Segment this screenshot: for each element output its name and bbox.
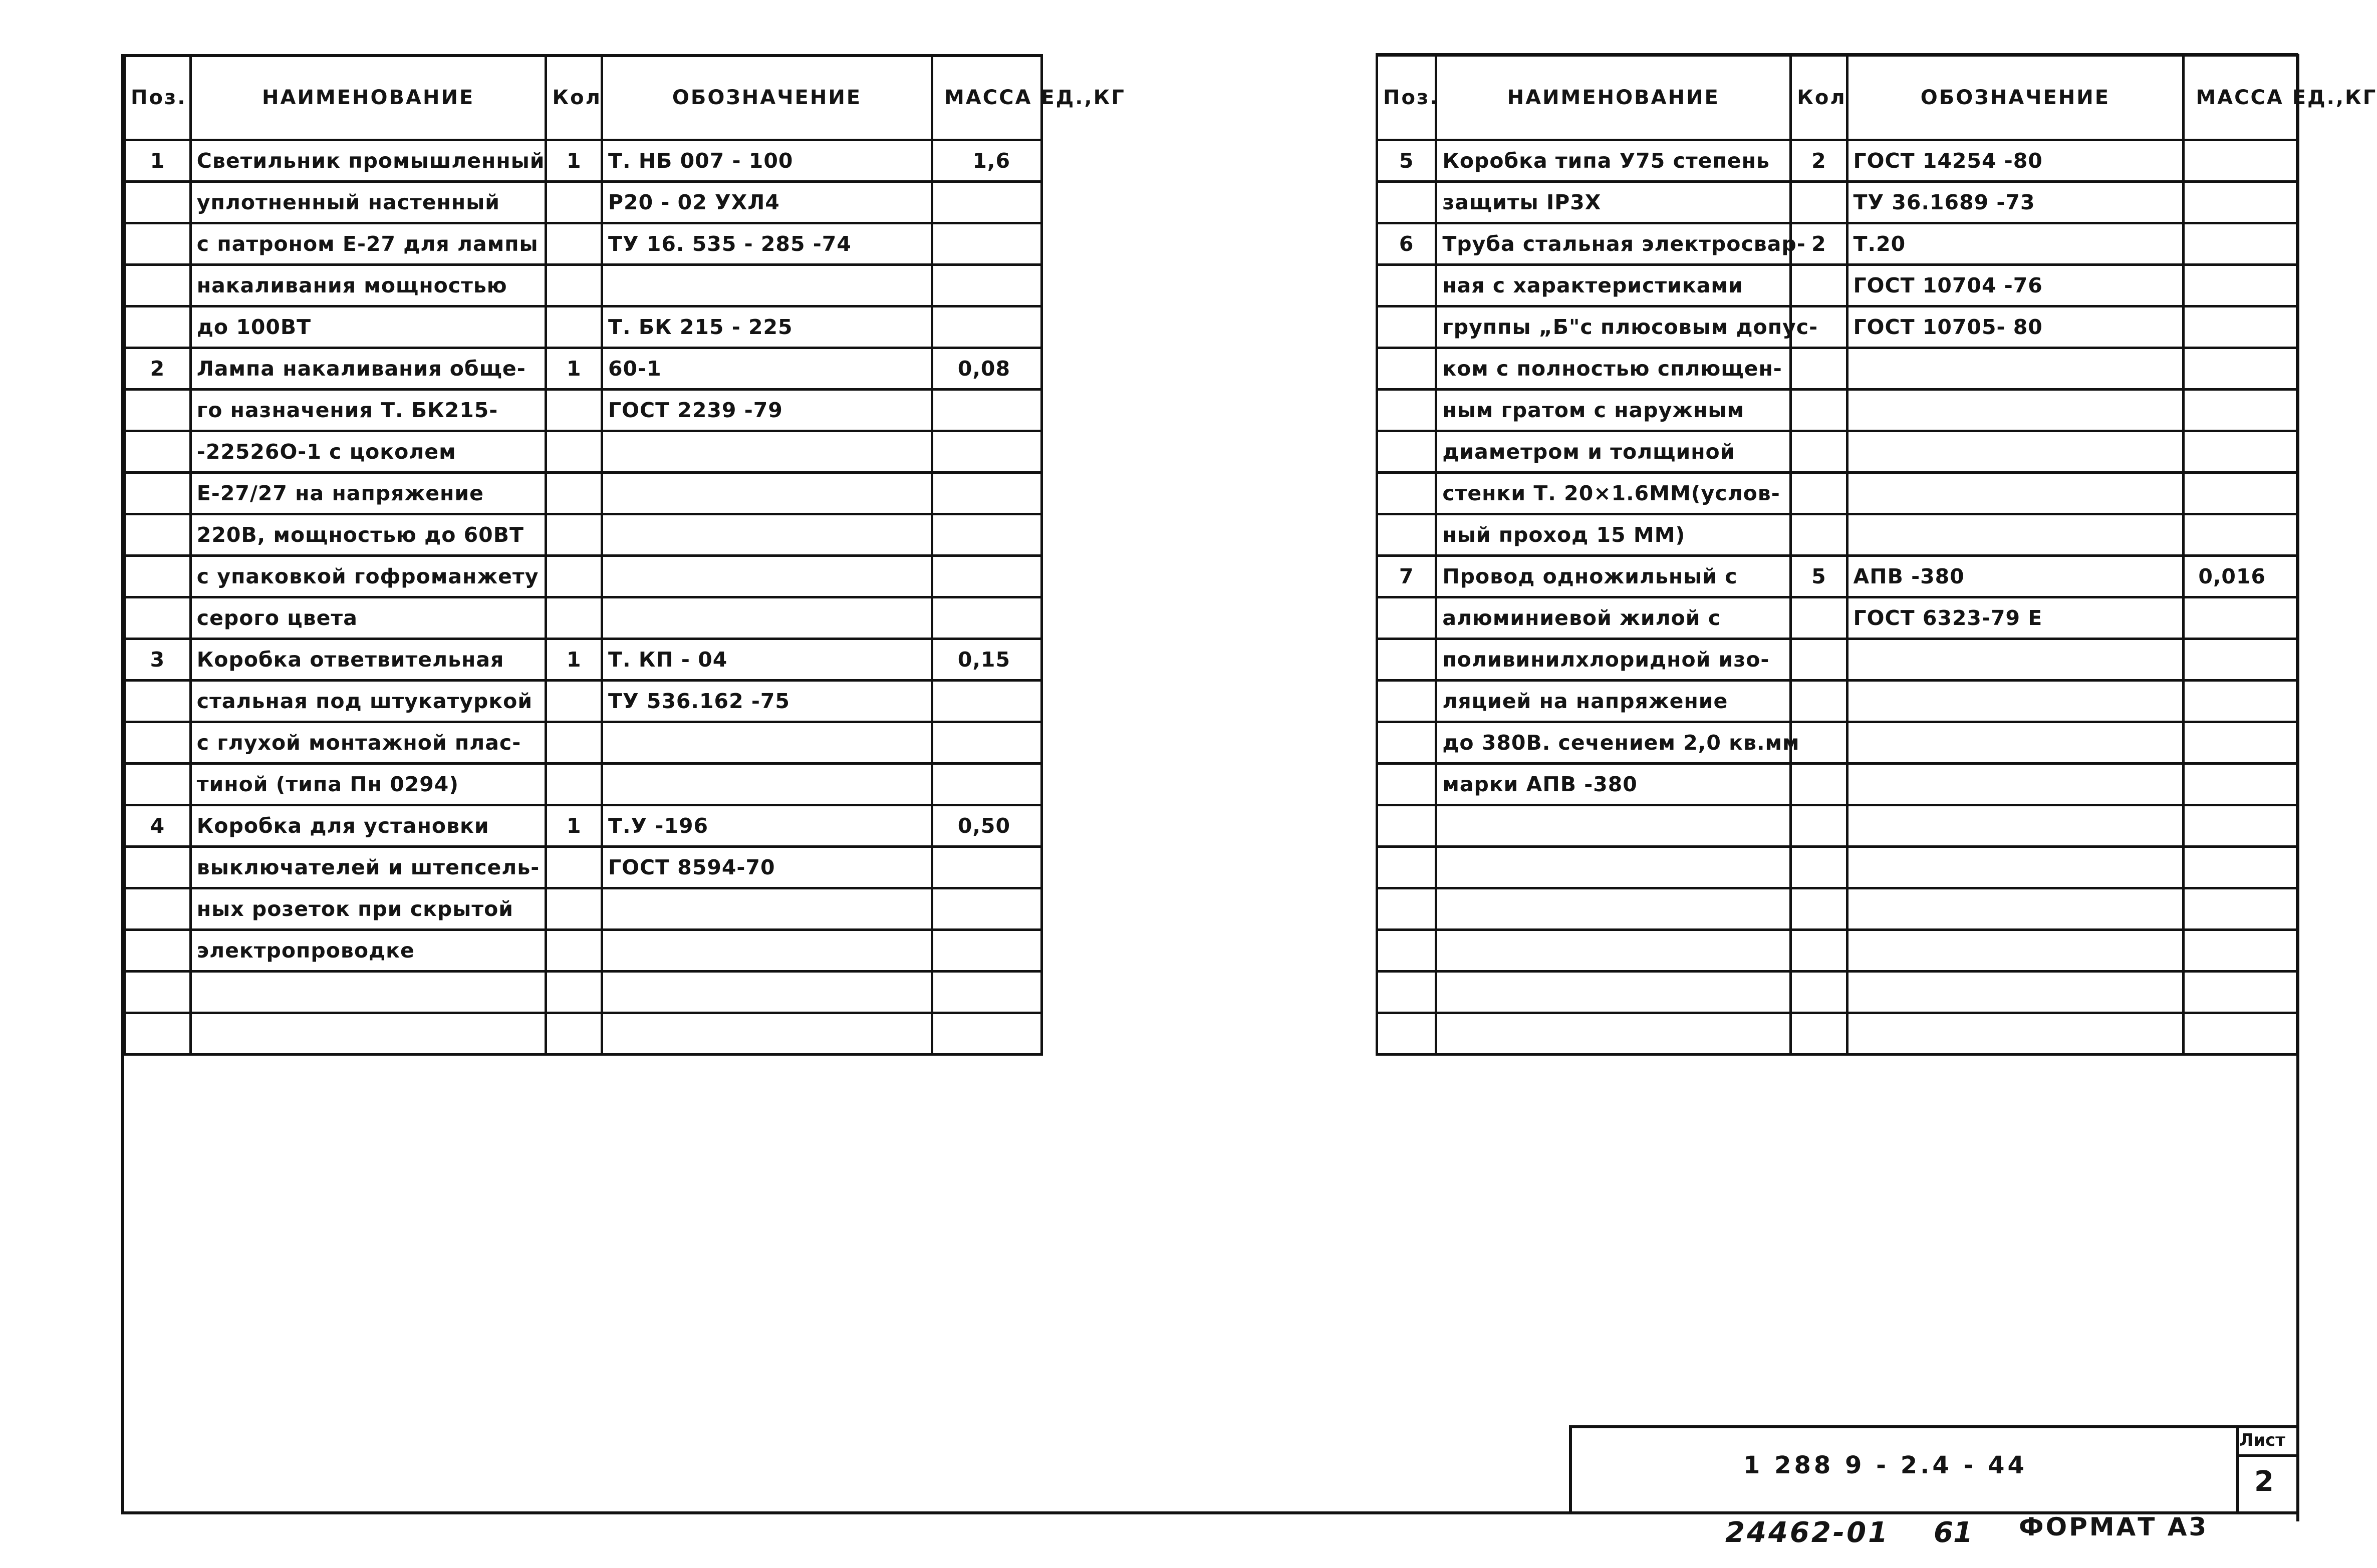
table-row [125,847,1042,888]
cell-pos [125,972,191,1013]
cell-name: с патроном Е-27 для лампы [190,223,546,265]
table-row [1377,597,2297,639]
cell-name: ная с характеристиками [1436,265,1791,306]
cell-name: 220В, мощностью до 60ВТ [190,514,546,556]
cell-qty [546,390,602,431]
cell-pos: 4 [125,805,191,847]
cell-mass [2184,639,2297,681]
cell-designation [602,888,932,930]
cell-name [1436,1013,1791,1055]
cell-designation [602,1013,932,1055]
table-row [125,764,1042,805]
cell-mass [2184,140,2297,182]
cell-pos [125,390,191,431]
cell-pos [1377,348,1436,390]
cell-mass: 0,50 [932,805,1041,847]
cell-name [1436,805,1791,847]
cell-qty [546,722,602,764]
table-header-row [125,56,1042,140]
cell-pos: 7 [1377,556,1436,597]
cell-designation: Т.У -196 [602,805,932,847]
table-row [1377,390,2297,431]
cell-name: тиной (типа Пн 0294) [190,764,546,805]
cell-name: с упаковкой гофроманжету [190,556,546,597]
cell-name: с глухой монтажной плас- [190,722,546,764]
cell-name: ный проход 15 ММ) [1436,514,1791,556]
table-row [1377,556,2297,597]
cell-name: Коробка для установки [190,805,546,847]
cell-mass [2184,182,2297,223]
cell-qty [546,597,602,639]
header-pos: Поз. [125,56,191,140]
cell-name: уплотненный настенный [190,182,546,223]
cell-name: защиты IP3X [1436,182,1791,223]
cell-pos [1377,390,1436,431]
cell-designation [602,930,932,972]
cell-pos: 6 [1377,223,1436,265]
header-designation: ОБОЗНАЧЕНИЕ [602,56,932,140]
table-row [1377,1013,2297,1055]
cell-qty [1791,681,1847,722]
cell-qty [1791,597,1847,639]
cell-mass [2184,888,2297,930]
cell-pos [1377,681,1436,722]
header-mass: МАССА ЕД.,КГ [2184,56,2297,140]
cell-designation [602,722,932,764]
cell-qty [1791,265,1847,306]
cell-pos [1377,514,1436,556]
cell-designation [602,597,932,639]
cell-name [1436,847,1791,888]
table-row [1377,930,2297,972]
cell-pos [125,597,191,639]
cell-pos [125,888,191,930]
cell-designation: АПВ -380 [1847,556,2184,597]
stamp-top-border [1569,1425,2298,1428]
cell-pos [1377,182,1436,223]
cell-pos [125,764,191,805]
cell-qty [1791,1013,1847,1055]
cell-mass [2184,805,2297,847]
document-code: 1 288 9 - 2.4 - 44 [1743,1451,2027,1479]
header-qty: Кол [546,56,602,140]
cell-qty [546,930,602,972]
cell-name: ных розеток при скрытой [190,888,546,930]
cell-designation [1847,805,2184,847]
cell-name: Е-27/27 на напряжение [190,473,546,514]
table-row [125,390,1042,431]
cell-pos [125,306,191,348]
cell-name: ком с полностью сплющен- [1436,348,1791,390]
cell-designation: ТУ 16. 535 - 285 -74 [602,223,932,265]
cell-mass [932,265,1041,306]
cell-name [190,1013,546,1055]
cell-mass [932,306,1041,348]
cell-pos [1377,847,1436,888]
cell-name: Коробка ответвительная [190,639,546,681]
format-label: ФОРМАТ А3 [2019,1512,2209,1541]
cell-qty [1791,888,1847,930]
inventory-number: 24462-01 [1725,1516,1890,1549]
table-row [125,681,1042,722]
cell-name: марки АПВ -380 [1436,764,1791,805]
cell-mass [2184,764,2297,805]
table-row [125,514,1042,556]
cell-designation: ГОСТ 8594-70 [602,847,932,888]
cell-mass [2184,265,2297,306]
cell-qty [546,306,602,348]
cell-designation: ТУ 536.162 -75 [602,681,932,722]
cell-designation: Т. КП - 04 [602,639,932,681]
cell-name: накаливания мощностью [190,265,546,306]
cell-mass [932,847,1041,888]
table-row [125,265,1042,306]
cell-name: Коробка типа У75 степень [1436,140,1791,182]
cell-name: группы „Б"с плюсовым допус- [1436,306,1791,348]
cell-mass: 0,016 [2184,556,2297,597]
cell-name: до 100ВТ [190,306,546,348]
cell-mass [932,473,1041,514]
cell-qty [1791,473,1847,514]
table-row [125,722,1042,764]
table-row [125,473,1042,514]
cell-designation: Т. БК 215 - 225 [602,306,932,348]
cell-mass [932,556,1041,597]
cell-designation [1847,930,2184,972]
cell-qty [1791,972,1847,1013]
cell-designation [602,764,932,805]
cell-mass [2184,431,2297,473]
header-name: НАИМЕНОВАНИЕ [1436,56,1791,140]
cell-mass [2184,306,2297,348]
cell-qty [1791,764,1847,805]
cell-qty [546,265,602,306]
specification-table-left [123,54,1126,1056]
cell-designation [1847,847,2184,888]
cell-mass [932,514,1041,556]
table-row [125,140,1042,182]
cell-pos: 5 [1377,140,1436,182]
cell-name: серого цвета [190,597,546,639]
cell-qty: 1 [546,140,602,182]
table-row [1377,847,2297,888]
cell-mass [932,681,1041,722]
cell-designation [602,473,932,514]
cell-designation [602,556,932,597]
table-row [125,431,1042,473]
cell-qty: 1 [546,639,602,681]
cell-name: ным гратом с наружным [1436,390,1791,431]
cell-designation: Т.20 [1847,223,2184,265]
cell-qty [1791,390,1847,431]
table-row [1377,223,2297,265]
cell-qty [546,431,602,473]
cell-designation [1847,390,2184,431]
cell-designation: Т. НБ 007 - 100 [602,140,932,182]
cell-qty [1791,431,1847,473]
cell-pos [1377,639,1436,681]
cell-pos [125,847,191,888]
cell-name: стенки Т. 20×1.6ММ(услов- [1436,473,1791,514]
cell-name [1436,930,1791,972]
table-row [1377,639,2297,681]
cell-designation [602,265,932,306]
cell-pos: 1 [125,140,191,182]
table-row [1377,431,2297,473]
cell-pos [125,681,191,722]
cell-mass [932,972,1041,1013]
table-row [125,348,1042,390]
cell-mass [932,431,1041,473]
table-row [125,556,1042,597]
cell-name: алюминиевой жилой с [1436,597,1791,639]
cell-mass [932,597,1041,639]
table-row [125,223,1042,265]
cell-pos [1377,972,1436,1013]
stamp-left-border [1569,1425,1572,1514]
cell-name: ляцией на напряжение [1436,681,1791,722]
cell-pos [1377,722,1436,764]
cell-mass [932,223,1041,265]
sheet-number: 2 [2254,1465,2274,1498]
cell-qty: 1 [546,805,602,847]
cell-mass [2184,390,2297,431]
cell-name: до 380В. сечением 2,0 кв.мм [1436,722,1791,764]
cell-designation: 60-1 [602,348,932,390]
cell-mass [2184,930,2297,972]
cell-designation [602,972,932,1013]
cell-qty [546,847,602,888]
sheet-label: Лист [2239,1430,2285,1450]
table-row [125,182,1042,223]
cell-name: выключателей и штепсель- [190,847,546,888]
cell-name: Лампа накаливания обще- [190,348,546,390]
table-row [125,1013,1042,1055]
header-mass: МАССА ЕД.,КГ [932,56,1041,140]
cell-mass: 0,08 [932,348,1041,390]
cell-name: диаметром и толщиной [1436,431,1791,473]
cell-designation [1847,473,2184,514]
cell-qty [1791,182,1847,223]
cell-qty: 5 [1791,556,1847,597]
header-qty: Кол [1791,56,1847,140]
cell-qty [1791,847,1847,888]
table-row [1377,805,2297,847]
cell-qty [546,888,602,930]
cell-pos [125,473,191,514]
cell-mass [2184,597,2297,639]
cell-pos [125,223,191,265]
specification-table-right [1376,54,2377,1056]
cell-name: электропроводке [190,930,546,972]
cell-qty [546,1013,602,1055]
cell-mass [932,1013,1041,1055]
cell-designation [1847,972,2184,1013]
cell-qty [546,514,602,556]
cell-designation [602,431,932,473]
cell-mass [2184,223,2297,265]
cell-pos [125,514,191,556]
table-row [1377,888,2297,930]
cell-mass [2184,681,2297,722]
table-header-row [1377,56,2297,140]
cell-designation [602,514,932,556]
cell-pos [1377,431,1436,473]
cell-pos [125,1013,191,1055]
table-row [125,597,1042,639]
cell-qty: 2 [1791,223,1847,265]
table-row [1377,265,2297,306]
cell-designation: ГОСТ 10705- 80 [1847,306,2184,348]
cell-pos [1377,764,1436,805]
cell-qty [546,972,602,1013]
cell-qty [546,473,602,514]
cell-qty [1791,805,1847,847]
cell-designation: ГОСТ 6323-79 Е [1847,597,2184,639]
cell-mass: 1,6 [932,140,1041,182]
table-row [1377,681,2297,722]
cell-name: го назначения Т. БК215- [190,390,546,431]
cell-designation [1847,1013,2184,1055]
cell-pos [1377,597,1436,639]
cell-pos [125,265,191,306]
table-row [1377,972,2297,1013]
cell-pos [1377,805,1436,847]
table-row [1377,764,2297,805]
cell-pos [125,722,191,764]
table-row [125,306,1042,348]
header-name: НАИМЕНОВАНИЕ [190,56,546,140]
cell-name: Труба стальная электросвар- [1436,223,1791,265]
table-row [125,805,1042,847]
cell-mass [2184,473,2297,514]
cell-pos [1377,1013,1436,1055]
sheet-label-separator [2236,1454,2298,1457]
cell-mass [932,930,1041,972]
cell-mass [932,182,1041,223]
cell-mass [932,390,1041,431]
cell-mass [932,888,1041,930]
table-row [1377,473,2297,514]
table-row [125,888,1042,930]
cell-pos [1377,306,1436,348]
cell-qty [546,764,602,805]
cell-mass: 0,15 [932,639,1041,681]
table-row [125,930,1042,972]
cell-pos [1377,930,1436,972]
cell-pos [1377,888,1436,930]
inventory-page: 61 [1934,1516,1973,1549]
cell-designation: ГОСТ 14254 -80 [1847,140,2184,182]
cell-mass [2184,348,2297,390]
table-row [125,972,1042,1013]
specification-rows-left [125,140,1042,1055]
specification-rows-right [1377,140,2297,1055]
table-row [1377,514,2297,556]
cell-designation [1847,888,2184,930]
cell-name: Светильник промышленный [190,140,546,182]
cell-designation [1847,514,2184,556]
header-designation: ОБОЗНАЧЕНИЕ [1847,56,2184,140]
cell-designation [1847,431,2184,473]
cell-mass [2184,972,2297,1013]
table-row [1377,140,2297,182]
cell-name: стальная под штукатуркой [190,681,546,722]
cell-pos [1377,265,1436,306]
cell-mass [932,722,1041,764]
table-row [1377,348,2297,390]
cell-mass [2184,722,2297,764]
cell-mass [932,764,1041,805]
cell-name [1436,972,1791,1013]
cell-pos [125,182,191,223]
cell-qty [546,556,602,597]
cell-qty [546,681,602,722]
cell-designation: Р20 - 02 УХЛ4 [602,182,932,223]
cell-name: поливинилхлоридной изо- [1436,639,1791,681]
cell-designation: ТУ 36.1689 -73 [1847,182,2184,223]
cell-designation [1847,722,2184,764]
cell-designation [1847,348,2184,390]
cell-designation: ГОСТ 2239 -79 [602,390,932,431]
cell-qty [546,223,602,265]
cell-mass [2184,1013,2297,1055]
cell-qty [1791,930,1847,972]
cell-qty [1791,348,1847,390]
cell-designation [1847,681,2184,722]
cell-name [190,972,546,1013]
header-pos: Поз. [1377,56,1436,140]
cell-pos: 2 [125,348,191,390]
cell-name [1436,888,1791,930]
cell-qty: 1 [546,348,602,390]
cell-qty [1791,514,1847,556]
table-row [1377,306,2297,348]
cell-pos [1377,473,1436,514]
cell-name: -22526О-1 с цоколем [190,431,546,473]
cell-pos [125,556,191,597]
cell-qty [1791,639,1847,681]
cell-mass [2184,514,2297,556]
cell-designation: ГОСТ 10704 -76 [1847,265,2184,306]
cell-qty: 2 [1791,140,1847,182]
cell-designation [1847,764,2184,805]
cell-mass [2184,847,2297,888]
table-row [1377,722,2297,764]
cell-pos: 3 [125,639,191,681]
frame-bottom-border [121,1511,2299,1514]
cell-designation [1847,639,2184,681]
cell-qty [546,182,602,223]
cell-name: Провод одножильный с [1436,556,1791,597]
cell-pos [125,431,191,473]
table-row [125,639,1042,681]
table-row [1377,182,2297,223]
cell-pos [125,930,191,972]
